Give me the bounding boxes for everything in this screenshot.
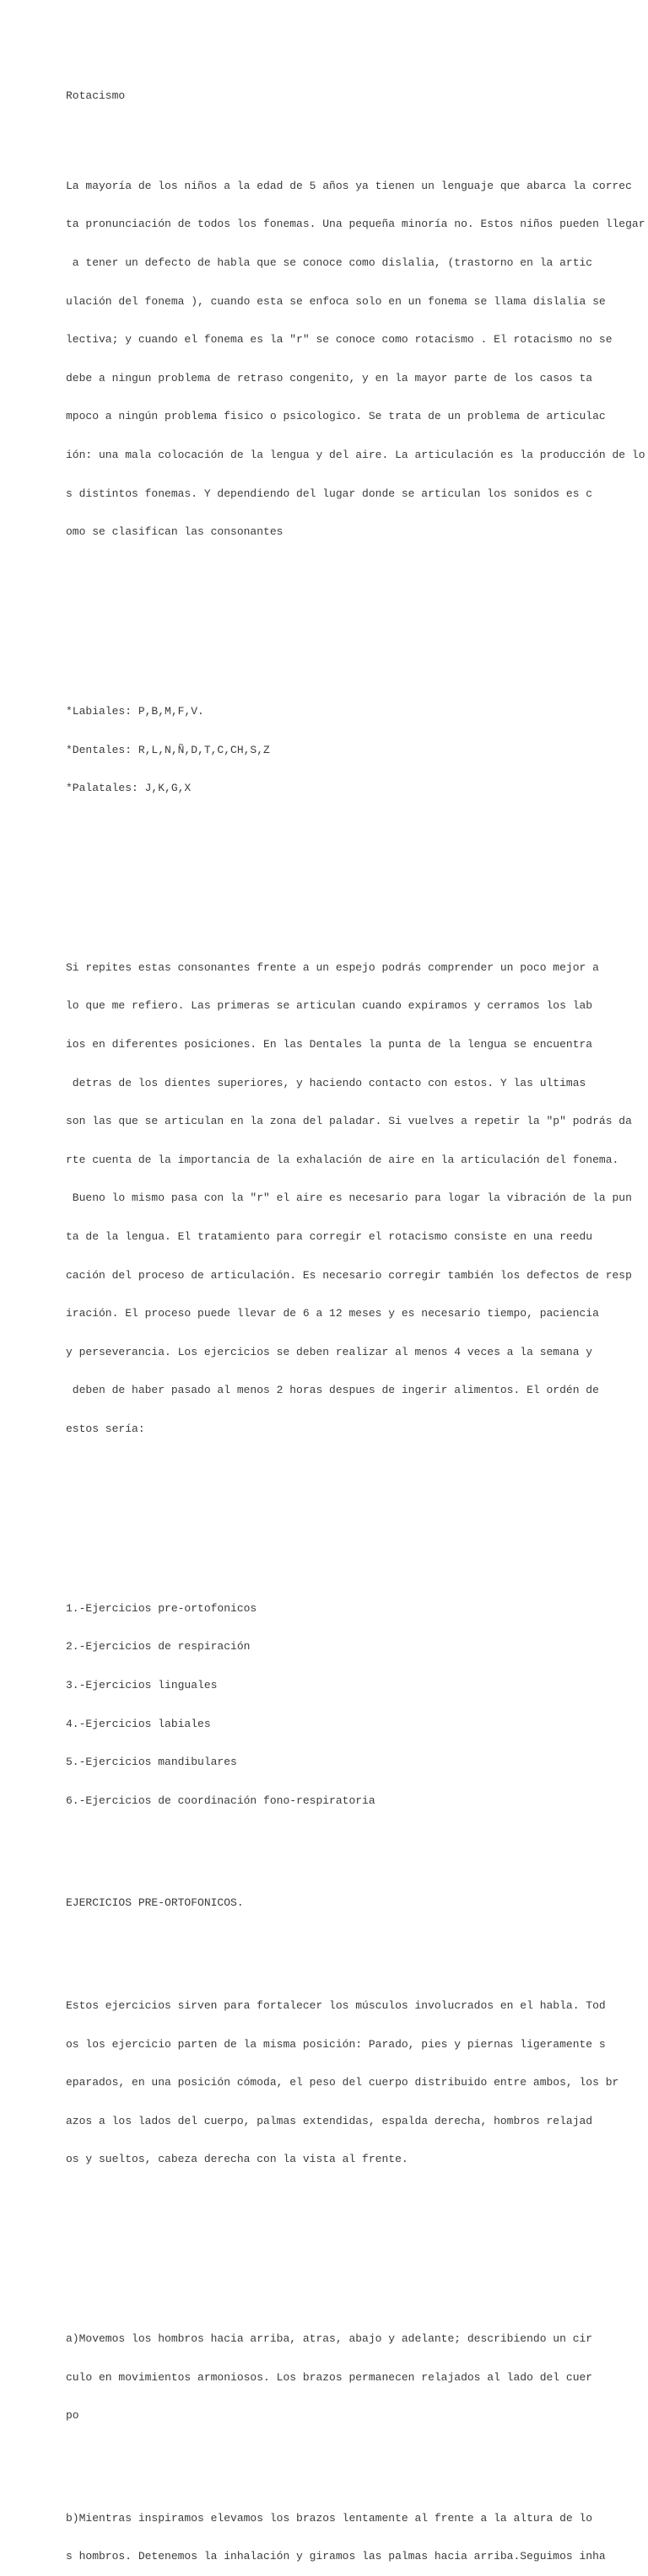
exercise-list-item: 2.-Ejercicios de respiración <box>66 1640 251 1654</box>
blank-line <box>66 872 640 885</box>
explanation-line: ios en diferentes posiciones. En las Dentales la punta de la lengua se encuentra <box>66 1038 593 1051</box>
explanation-line: Si repites estas consonantes frente a un espejo podrás comprender un poco mejor a <box>66 960 599 974</box>
exercise-item-a-line: a)Movemos los hombros hacia arriba, atras, abajo y adelante; describiendo un cir <box>66 2332 593 2346</box>
blank-line <box>66 2204 640 2217</box>
section-intro-line: Estos ejercicios sirven para fortalecer los músculos involucrados en el habla. Tod <box>66 1998 606 2012</box>
exercise-list-item: 6.-Ejercicios de coordinación fono-respiratoria <box>66 1794 375 1807</box>
intro-line: omo se clasifican las consonantes <box>66 525 284 539</box>
explanation-line: rte cuenta de la importancia de la exhalación de aire en la articulación del fonema. <box>66 1153 619 1166</box>
explanation-line: y perseverancia. Los ejercicios se deben realizar al menos 4 veces a la semana y <box>66 1345 593 1358</box>
blank-line <box>66 1512 640 1525</box>
document-page <box>66 64 645 2576</box>
blank-line <box>66 1948 640 1960</box>
exercise-item-b-line: s hombros. Detenemos la inhalación y giramos las palmas hacia arriba.Seguimos inha <box>66 2550 606 2563</box>
intro-line: mpoco a ningún problema fisico o psicologico. Se trata de un problema de articulac <box>66 410 606 423</box>
section-intro-line: azos a los lados del cuerpo, palmas extendidas, espalda derecha, hombros relajad <box>66 2114 593 2127</box>
explanation-line: son las que se articulan en la zona del paladar. Si vuelves a repetir la "p" podrás da <box>66 1115 632 1128</box>
document-title: Rotacismo <box>66 89 126 103</box>
exercise-list-item: 3.-Ejercicios linguales <box>66 1678 218 1691</box>
intro-line: ulación del fonema ), cuando esta se enfoca solo en un fonema se llama dislalia se <box>66 294 606 308</box>
intro-line: La mayoría de los niños a la edad de 5 años ya tienen un lenguaje que abarca la correc <box>66 179 632 192</box>
blank-line <box>66 1551 640 1563</box>
exercise-list-item: 5.-Ejercicios mandibulares <box>66 1756 237 1769</box>
section-intro-line: os los ejercicio parten de la misma posición: Parado, pies y piernas ligeramente s <box>66 2037 606 2051</box>
intro-line: ión: una mala colocación de la lengua y del aire. La articulación es la producción de lo <box>66 448 645 461</box>
intro-line: debe a ningun problema de retraso congenito, y en la mayor parte de los casos ta <box>66 371 593 385</box>
explanation-line: Bueno lo mismo pasa con la "r" el aire es necesario para logar la vibración de la pun <box>66 1191 632 1205</box>
explanation-line: iración. El proceso puede llevar de 6 a 12 meses y es necesario tiempo, paciencia <box>66 1307 599 1320</box>
section-intro-line: eparados, en una posición cómoda, el peso del cuerpo distribuido entre ambos, los br <box>66 2076 619 2089</box>
blank-line <box>66 128 640 141</box>
blank-line <box>66 616 640 628</box>
exercise-item-a-line: po <box>66 2409 79 2423</box>
exercise-list-item: 1.-Ejercicios pre-ortofonicos <box>66 1601 257 1615</box>
blank-line <box>66 910 640 922</box>
intro-line: lectiva; y cuando el fonema es la "r" se conoce como rotacismo . El rotacismo no se <box>66 333 613 347</box>
intro-line: a tener un defecto de habla que se conoce como dislalia, (trastorno en la artic <box>66 255 593 269</box>
explanation-line: cación del proceso de articulación. Es necesario corregir también los defectos de resp <box>66 1268 632 1282</box>
explanation-line: lo que me refiero. Las primeras se articulan cuando expiramos y cerramos los lab <box>66 999 593 1013</box>
exercise-item-a-line: culo en movimientos armoniosos. Los brazos permanecen relajados al lado del cuer <box>66 2370 593 2384</box>
intro-line: s distintos fonemas. Y dependiendo del lugar donde se articulan los sonidos es c <box>66 487 593 500</box>
blank-line <box>66 577 640 589</box>
section-heading: EJERCICIOS PRE-ORTOFONICOS. <box>66 1896 244 1910</box>
exercise-list-item: 4.-Ejercicios labiales <box>66 1717 211 1730</box>
section-intro-line: os y sueltos, cabeza derecha con la vista al frente. <box>66 2153 408 2166</box>
blank-line <box>66 833 640 846</box>
explanation-line: ta de la lengua. El tratamiento para corregir el rotacismo consiste en una reedu <box>66 1230 593 1244</box>
explanation-line: detras de los dientes superiores, y haciendo contacto con estos. Y las ultimas <box>66 1076 586 1089</box>
blank-line <box>66 2460 640 2473</box>
consonant-line: *Palatales: J,K,G,X <box>66 782 192 795</box>
blank-line <box>66 653 640 666</box>
explanation-line: estos sería: <box>66 1422 145 1436</box>
consonant-line: *Dentales: R,L,N,Ñ,D,T,C,CH,S,Z <box>66 743 270 756</box>
blank-line <box>66 2281 640 2294</box>
exercise-item-b-line: b)Mientras inspiramos elevamos los brazos lentamente al frente a la altura de lo <box>66 2511 593 2525</box>
blank-line <box>66 1474 640 1487</box>
explanation-line: deben de haber pasado al menos 2 horas despues de ingerir alimentos. El ordén de <box>66 1384 599 1397</box>
intro-line: ta pronunciación de todos los fonemas. Una pequeña minoría no. Estos niños pueden llegar <box>66 218 645 231</box>
consonant-line: *Labiales: P,B,M,F,V. <box>66 704 204 718</box>
blank-line <box>66 2243 640 2256</box>
blank-line <box>66 1846 640 1858</box>
